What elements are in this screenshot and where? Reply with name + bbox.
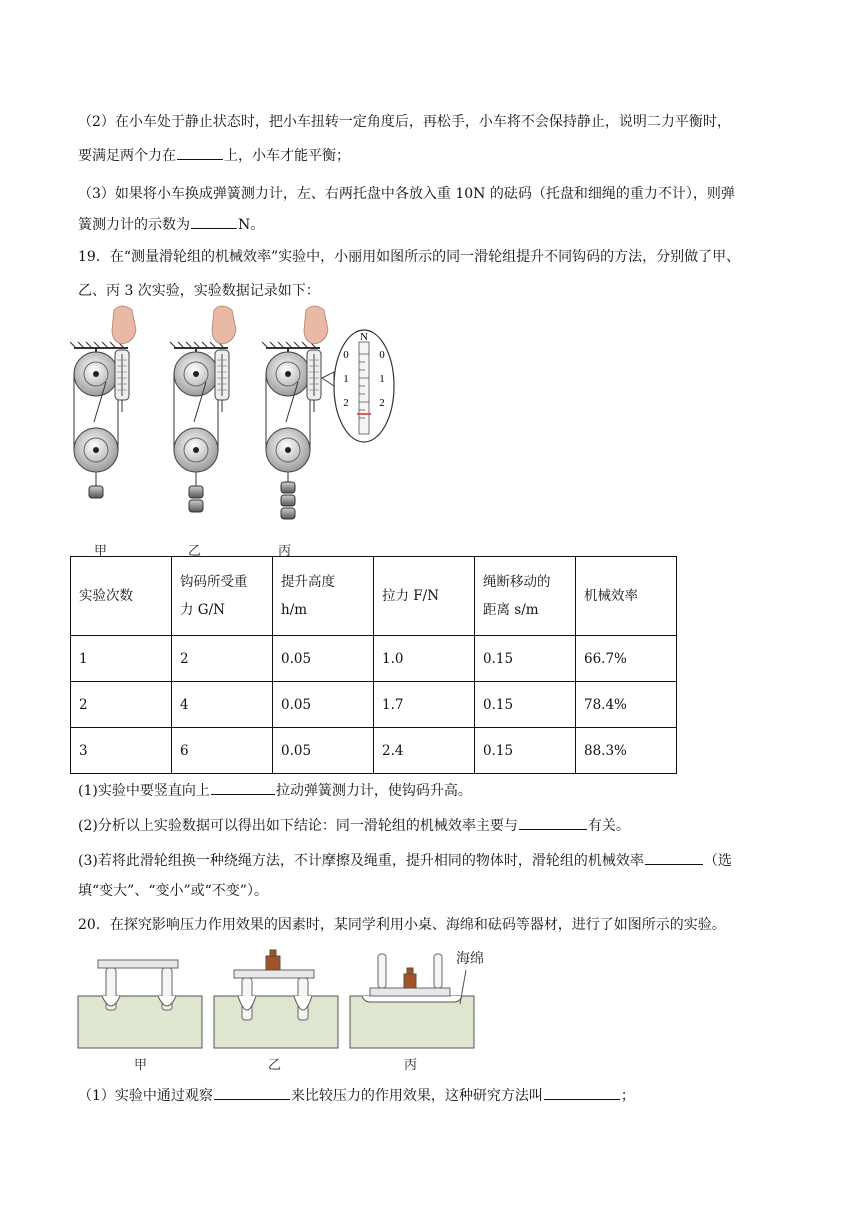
experiment-data-table — [70, 556, 677, 774]
setup-yi — [214, 950, 338, 1048]
table-header-cell: 拉力 F/N — [374, 557, 475, 636]
table-cell: 4 — [172, 682, 273, 728]
table-cell: 3 — [71, 728, 172, 774]
setup-jia — [78, 960, 202, 1048]
table-cell: 0.15 — [475, 728, 576, 774]
table-row — [71, 728, 677, 774]
figure-label-jia: 甲 — [94, 544, 108, 559]
table-header-cell: 实验次数 — [71, 557, 172, 636]
table-cell: 78.4% — [576, 682, 677, 728]
figure-label-jia-20: 甲 — [134, 1058, 148, 1073]
q20-stem: 20．在探究影响压力作用效果的因素时，某同学利用小桌、海绵和砝码等器材，进行了如图所示的实验。 — [78, 917, 726, 933]
q20-part1: （1）实验中通过观察 来比较压力的作用效果，这种研究方法叫 ； — [78, 1085, 635, 1106]
table-header-cell: 绳断移动的 距离 s/m — [475, 557, 576, 636]
answer-blank[interactable] — [211, 780, 275, 795]
answer-blank[interactable] — [191, 214, 237, 229]
table-cell: 2 — [172, 636, 273, 682]
answer-blank[interactable] — [519, 815, 587, 830]
answer-blank[interactable] — [177, 145, 223, 160]
gauge-unit: N — [360, 331, 368, 343]
q19-part1: (1)实验中要竖直向上 拉动弹簧测力计，使钩码升高。 — [78, 780, 472, 801]
table-cell: 1.7 — [374, 682, 475, 728]
answer-blank[interactable] — [544, 1085, 620, 1100]
table-cell: 2 — [71, 682, 172, 728]
svg-text:1: 1 — [379, 373, 385, 385]
table-cell: 88.3% — [576, 728, 677, 774]
table-cell: 0.15 — [475, 682, 576, 728]
q18-part3-line1: （3）如果将小车换成弹簧测力计，左、右两托盘中各放入重 10N 的砝码（托盘和细绳的重力不计），则弹 — [78, 186, 735, 202]
table-header-cell: 钩码所受重 力 G/N — [172, 557, 273, 636]
q19-part3-line2: 填“变大”、“变小”或“不变”）。 — [78, 883, 268, 899]
q18-part2-line1: （2）在小车处于静止状态时，把小车扭转一定角度后，再松手，小车将不会保持静止，说明二力平衡时， — [78, 114, 731, 130]
answer-blank[interactable] — [214, 1085, 290, 1100]
table-cell: 0.15 — [475, 636, 576, 682]
table-cell: 0.05 — [273, 728, 374, 774]
figure-label-bing: 丙 — [278, 544, 292, 559]
pulley-set-yi — [170, 306, 236, 512]
q19-part3-line1: (3)若将此滑轮组换一种绕绳方法，不计摩擦及绳重，提升相同的物体时，滑轮组的机械效率 （选 — [78, 850, 732, 871]
svg-text:2: 2 — [379, 397, 385, 409]
figure-label-bing-20: 丙 — [404, 1058, 418, 1073]
table-header-cell: 提升高度 h/m — [273, 557, 374, 636]
table-header-row — [71, 557, 677, 636]
figure-label-yi: 乙 — [188, 544, 202, 559]
q19-stem-line2: 乙、丙 3 次实验，实验数据记录如下： — [78, 283, 320, 299]
svg-text:0: 0 — [343, 349, 349, 361]
table-cell: 0.05 — [273, 636, 374, 682]
table-cell: 0.05 — [273, 682, 374, 728]
svg-text:1: 1 — [343, 373, 349, 385]
answer-blank[interactable] — [645, 850, 703, 865]
pressure-experiment-figure — [76, 948, 496, 1058]
setup-bing — [350, 954, 474, 1048]
pulley-set-bing — [262, 306, 334, 519]
q19-stem-line1: 19．在“测量滑轮组的机械效率”实验中，小丽用如图所示的同一滑轮组提升不同钩码的方法，分别做了甲、 — [78, 249, 741, 265]
pulley-figure — [70, 302, 430, 552]
figure-label-yi-20: 乙 — [268, 1058, 282, 1073]
table-cell: 1 — [71, 636, 172, 682]
spring-scale-gauge — [334, 330, 394, 442]
svg-text:0: 0 — [379, 349, 385, 361]
q18-part2-line2: 要满足两个力在 上，小车才能平衡； — [78, 145, 350, 166]
table-cell: 6 — [172, 728, 273, 774]
svg-text:2: 2 — [343, 397, 349, 409]
q19-part2: (2)分析以上实验数据可以得出如下结论：同一滑轮组的机械效率主要与 有关。 — [78, 815, 630, 836]
sponge-label: 海绵 — [456, 951, 484, 967]
table-row — [71, 682, 677, 728]
table-header-cell: 机械效率 — [576, 557, 677, 636]
table-row — [71, 636, 677, 682]
pulley-set-jia — [70, 306, 136, 498]
table-cell: 1.0 — [374, 636, 475, 682]
q18-part3-line2: 簧测力计的示数为 N。 — [78, 214, 264, 235]
table-cell: 66.7% — [576, 636, 677, 682]
table-cell: 2.4 — [374, 728, 475, 774]
